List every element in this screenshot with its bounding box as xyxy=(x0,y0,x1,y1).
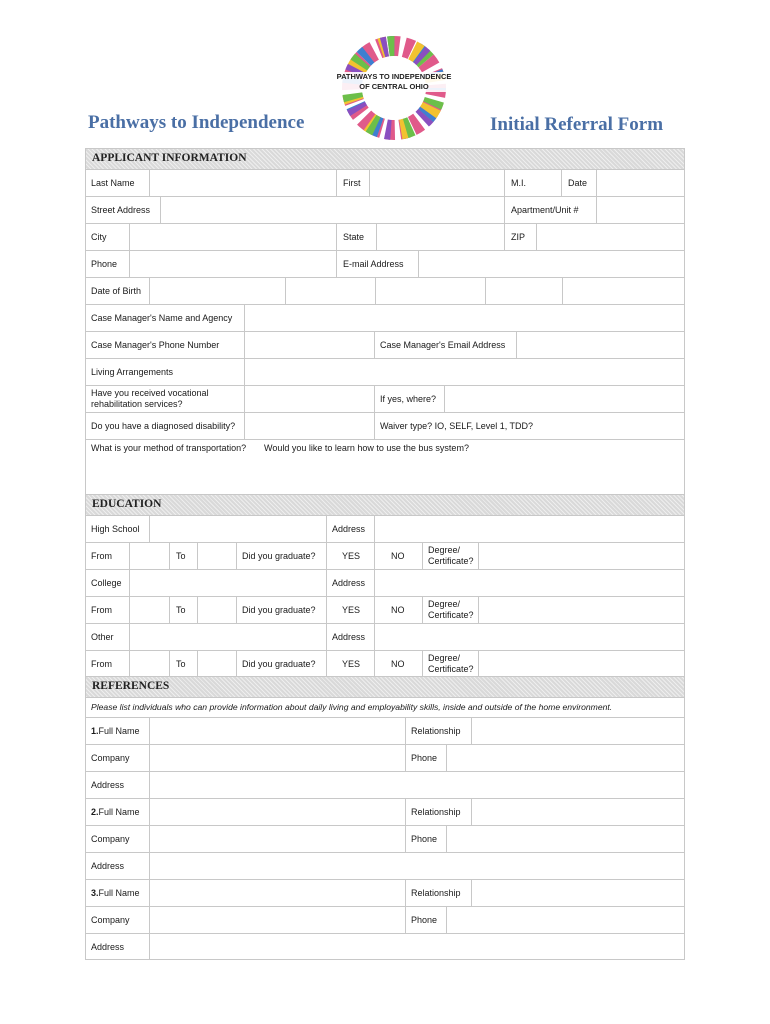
school-address-field[interactable] xyxy=(374,624,375,650)
form-title: Initial Referral Form xyxy=(490,114,664,135)
last-name-field[interactable] xyxy=(149,170,150,196)
ref2-company-field[interactable] xyxy=(149,826,150,852)
cm-email-label: Case Manager's Email Address xyxy=(380,340,506,350)
ref3-phone-field[interactable] xyxy=(446,907,447,933)
ref2-company-row xyxy=(85,825,685,852)
other-school-label: Other xyxy=(91,632,114,642)
applicant-section xyxy=(85,148,685,497)
ref2-company-label: Company xyxy=(91,834,130,844)
ref1-address-label: Address xyxy=(91,780,125,790)
graduate-label: Did you graduate? xyxy=(242,551,316,561)
disability-row xyxy=(85,412,685,439)
graduate-label: Did you graduate? xyxy=(242,605,316,615)
disability-field[interactable] xyxy=(244,413,245,439)
high-school-label: High School xyxy=(91,524,140,534)
transport-row[interactable] xyxy=(85,439,685,497)
city-label: City xyxy=(91,232,107,242)
waiver-label: Waiver type? IO, SELF, Level 1, TDD? xyxy=(380,421,534,431)
ref3-relationship-field[interactable] xyxy=(471,880,472,906)
dob-row xyxy=(85,277,685,304)
street-label: Street Address xyxy=(91,205,151,215)
ref1-relationship-label: Relationship xyxy=(411,726,461,736)
street-field[interactable] xyxy=(160,197,161,223)
transport-label: What is your method of transportation? xyxy=(91,443,247,453)
cm-name-label: Case Manager's Name and Agency xyxy=(91,313,233,323)
ref3-company-field[interactable] xyxy=(149,907,150,933)
dob-field[interactable] xyxy=(149,278,150,304)
ref3-relationship-label: Relationship xyxy=(411,888,461,898)
living-row xyxy=(85,358,685,385)
apt-label: Apartment/Unit # xyxy=(511,205,579,215)
degree-field[interactable] xyxy=(478,597,479,623)
school-address-field[interactable] xyxy=(374,570,375,596)
degree-field[interactable] xyxy=(478,543,479,569)
ref1-name-label: Full Name xyxy=(98,726,140,736)
references-heading: REFERENCES xyxy=(92,680,170,692)
school-address-label: Address xyxy=(332,578,366,588)
ref2-address-row xyxy=(85,852,685,879)
other-school-field[interactable] xyxy=(129,624,130,650)
ref2-relationship-field[interactable] xyxy=(471,799,472,825)
high-school-field[interactable] xyxy=(149,516,150,542)
ref3-phone-label: Phone xyxy=(411,915,438,925)
degree-label: Degree/ Certificate? xyxy=(428,653,474,674)
state-field[interactable] xyxy=(376,224,377,250)
cm-name-row xyxy=(85,304,685,331)
ref2-name-label: Full Name xyxy=(98,807,140,817)
logo-text-line1: PATHWAYS TO INDEPENDENCE xyxy=(336,72,452,81)
ref1-company-row xyxy=(85,744,685,771)
ref2-number: 2. xyxy=(91,807,99,817)
ref2-address-field[interactable] xyxy=(149,853,150,879)
ref1-address-field[interactable] xyxy=(149,772,150,798)
degree-label: Degree/ Certificate? xyxy=(428,599,474,620)
cm-phone-label: Case Manager's Phone Number xyxy=(91,340,220,350)
voc-rehab-field[interactable] xyxy=(244,386,245,412)
cm-email-field[interactable] xyxy=(516,332,517,358)
ref2-phone-field[interactable] xyxy=(446,826,447,852)
ref3-number: 3. xyxy=(91,888,99,898)
education-section xyxy=(85,494,685,677)
college-dates-row xyxy=(85,596,685,623)
education-heading-bar xyxy=(85,494,685,515)
if-yes-label: If yes, where? xyxy=(380,394,437,404)
ref3-address-field[interactable] xyxy=(149,934,150,959)
bus-label: Would you like to learn how to use the bus system? xyxy=(264,443,469,453)
voc-rehab-label: Have you received vocational rehabilitation services? xyxy=(91,388,209,409)
from-label: From xyxy=(91,659,112,669)
references-note: Please list individuals who can provide information about daily living and employability skills, inside and outside of the home environment. xyxy=(91,702,613,712)
graduate-label: Did you graduate? xyxy=(242,659,316,669)
mi-label: M.I. xyxy=(511,178,526,188)
date-field[interactable] xyxy=(596,170,597,196)
to-field[interactable] xyxy=(197,651,198,676)
apt-field[interactable] xyxy=(596,197,597,223)
ref2-phone-label: Phone xyxy=(411,834,438,844)
logo-text-line2: OF CENTRAL OHIO xyxy=(359,82,429,91)
references-section xyxy=(85,676,685,960)
email-field[interactable] xyxy=(418,251,419,277)
disability-label: Do you have a diagnosed disability? xyxy=(91,421,236,431)
cm-name-field[interactable] xyxy=(244,305,245,331)
from-field[interactable] xyxy=(129,543,130,569)
from-label: From xyxy=(91,605,112,615)
no-option[interactable]: NO xyxy=(391,659,405,669)
ref3-name-label: Full Name xyxy=(98,888,140,898)
zip-label: ZIP xyxy=(511,232,526,242)
other-school-row xyxy=(85,623,685,650)
email-label: E-mail Address xyxy=(343,259,404,269)
references-note-row xyxy=(85,697,685,717)
phone-label: Phone xyxy=(91,259,118,269)
references-heading-bar xyxy=(85,676,685,697)
high-school-dates-row xyxy=(85,542,685,569)
ref2-relationship-label: Relationship xyxy=(411,807,461,817)
applicant-heading-bar xyxy=(85,148,685,169)
from-label: From xyxy=(91,551,112,561)
to-label: To xyxy=(176,659,186,669)
voc-row xyxy=(85,385,685,412)
ref3-company-row xyxy=(85,906,685,933)
cm-contact-row xyxy=(85,331,685,358)
school-address-label: Address xyxy=(332,524,366,534)
cm-phone-field[interactable] xyxy=(244,332,245,358)
first-name-label: First xyxy=(343,178,361,188)
ref3-name-row xyxy=(85,879,685,906)
ref3-address-label: Address xyxy=(91,942,125,952)
street-row xyxy=(85,196,685,223)
high-school-row xyxy=(85,515,685,542)
degree-label: Degree/ Certificate? xyxy=(428,545,474,566)
yes-option[interactable]: YES xyxy=(342,605,361,615)
date-label: Date xyxy=(568,178,588,188)
applicant-heading: APPLICANT INFORMATION xyxy=(92,152,247,164)
to-label: To xyxy=(176,551,186,561)
college-field[interactable] xyxy=(129,570,130,596)
ref3-company-label: Company xyxy=(91,915,130,925)
name-row xyxy=(85,169,685,196)
school-address-field[interactable] xyxy=(374,516,375,542)
yes-option[interactable]: YES xyxy=(342,551,361,561)
phone-row xyxy=(85,250,685,277)
education-heading: EDUCATION xyxy=(92,498,162,510)
ref1-company-label: Company xyxy=(91,753,130,763)
to-field[interactable] xyxy=(197,543,198,569)
ref1-address-row xyxy=(85,771,685,798)
college-label: College xyxy=(91,578,122,588)
state-label: State xyxy=(343,232,365,242)
to-field[interactable] xyxy=(197,597,198,623)
first-name-field[interactable] xyxy=(369,170,370,196)
to-label: To xyxy=(176,605,186,615)
org-title: Pathways to Independence xyxy=(88,112,305,133)
city-field[interactable] xyxy=(129,224,130,250)
ref1-phone-label: Phone xyxy=(411,753,438,763)
degree-field[interactable] xyxy=(478,651,479,676)
ref1-company-field[interactable] xyxy=(149,745,150,771)
ref2-name-row xyxy=(85,798,685,825)
if-yes-field[interactable] xyxy=(444,386,445,412)
ref1-number: 1. xyxy=(91,726,99,736)
school-address-label: Address xyxy=(332,632,366,642)
ref1-name-field[interactable] xyxy=(149,718,150,744)
living-label: Living Arrangements xyxy=(91,367,174,377)
city-row xyxy=(85,223,685,250)
ref1-name-row xyxy=(85,717,685,744)
dob-label: Date of Birth xyxy=(91,286,142,296)
ref2-address-label: Address xyxy=(91,861,125,871)
ref3-name-field[interactable] xyxy=(149,880,150,906)
phone-field[interactable] xyxy=(129,251,130,277)
from-field[interactable] xyxy=(129,597,130,623)
college-row xyxy=(85,569,685,596)
from-field[interactable] xyxy=(129,651,130,676)
other-dates-row xyxy=(85,650,685,677)
ref3-address-row xyxy=(85,933,685,960)
ref2-name-field[interactable] xyxy=(149,799,150,825)
no-option[interactable]: NO xyxy=(391,605,405,615)
ref1-phone-field[interactable] xyxy=(446,745,447,771)
zip-field[interactable] xyxy=(536,224,537,250)
living-field[interactable] xyxy=(244,359,245,385)
no-option[interactable]: NO xyxy=(391,551,405,561)
yes-option[interactable]: YES xyxy=(342,659,361,669)
ref1-relationship-field[interactable] xyxy=(471,718,472,744)
last-name-label: Last Name xyxy=(91,178,135,188)
